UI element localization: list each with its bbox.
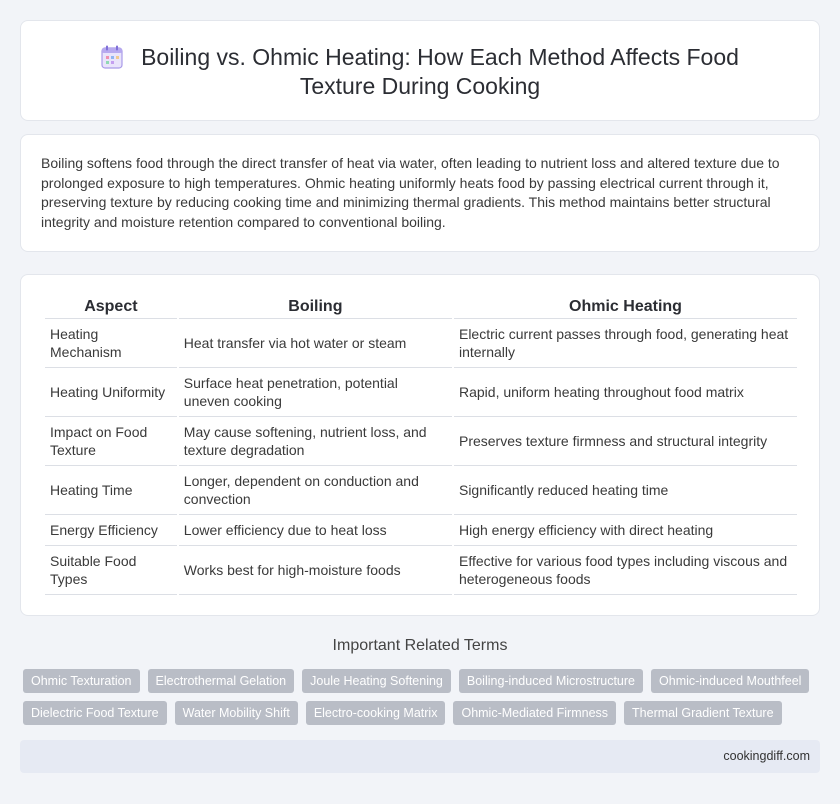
cell-boiling: Longer, dependent on conduction and convection xyxy=(179,466,452,515)
tag-joule-heating-softening[interactable]: Joule Heating Softening xyxy=(302,669,451,693)
tag-ohmic-induced-mouthfeel[interactable]: Ohmic-induced Mouthfeel xyxy=(651,669,809,693)
cell-ohmic: Significantly reduced heating time xyxy=(454,466,797,515)
header-aspect: Aspect xyxy=(45,295,177,319)
cell-aspect: Suitable Food Types xyxy=(45,546,177,595)
calendar-icon xyxy=(101,45,123,69)
related-terms-title: Important Related Terms xyxy=(332,637,508,654)
related-terms xyxy=(23,669,803,733)
table-row xyxy=(45,515,797,546)
table-row xyxy=(45,466,797,515)
table-header-row xyxy=(45,295,797,319)
cell-boiling: Lower efficiency due to heat loss xyxy=(179,515,452,546)
cell-ohmic: Effective for various food types including viscous and heterogeneous foods xyxy=(454,546,797,595)
cell-aspect: Heating Uniformity xyxy=(45,368,177,417)
cell-ohmic: Rapid, uniform heating throughout food matrix xyxy=(454,368,797,417)
tag-thermal-gradient-texture[interactable]: Thermal Gradient Texture xyxy=(624,701,782,725)
header-ohmic: Ohmic Heating xyxy=(454,295,797,319)
cell-ohmic: Preserves texture firmness and structural integrity xyxy=(454,417,797,466)
tag-ohmic-texturation[interactable]: Ohmic Texturation xyxy=(23,669,140,693)
cell-boiling: Surface heat penetration, potential uneven cooking xyxy=(179,368,452,417)
cell-aspect: Energy Efficiency xyxy=(45,515,177,546)
table-row xyxy=(45,319,797,368)
page-title-text: Boiling vs. Ohmic Heating: How Each Method Affects Food Texture During Cooking xyxy=(141,44,739,99)
intro-card xyxy=(20,134,820,252)
cell-ohmic: Electric current passes through food, generating heat internally xyxy=(454,319,797,368)
tag-electro-cooking-matrix[interactable]: Electro-cooking Matrix xyxy=(306,701,446,725)
header-boiling: Boiling xyxy=(179,295,452,319)
tag-row xyxy=(23,669,803,693)
tag-ohmic-mediated-firmness[interactable]: Ohmic-Mediated Firmness xyxy=(453,701,616,725)
comparison-card xyxy=(20,274,820,616)
table-row xyxy=(45,546,797,595)
tag-electrothermal-gelation[interactable]: Electrothermal Gelation xyxy=(148,669,295,693)
table-row xyxy=(45,417,797,466)
footer xyxy=(20,740,820,773)
intro-paragraph: Boiling softens food through the direct transfer of heat via water, often leading to nutrient loss and altered texture due to prolonged exposure to high temperatures. Ohmic heating uniformly heats food by passing electrical current through it, preserving texture by reducing cooking time and minimizing thermal gradients. This method maintains better structural integrity and moisture retention compared to conventional boiling. xyxy=(41,155,780,230)
tag-boiling-induced-microstructure[interactable]: Boiling-induced Microstructure xyxy=(459,669,643,693)
cell-aspect: Impact on Food Texture xyxy=(45,417,177,466)
cell-aspect: Heating Mechanism xyxy=(45,319,177,368)
footer-site-link[interactable]: cookingdiff.com xyxy=(723,749,810,763)
cell-ohmic: High energy efficiency with direct heating xyxy=(454,515,797,546)
tag-water-mobility-shift[interactable]: Water Mobility Shift xyxy=(175,701,298,725)
title-card xyxy=(20,20,820,121)
page-title xyxy=(21,43,819,101)
cell-aspect: Heating Time xyxy=(45,466,177,515)
tag-dielectric-food-texture[interactable]: Dielectric Food Texture xyxy=(23,701,167,725)
comparison-table xyxy=(43,295,799,595)
cell-boiling: Heat transfer via hot water or steam xyxy=(179,319,452,368)
tag-row xyxy=(23,701,803,725)
cell-boiling: Works best for high-moisture foods xyxy=(179,546,452,595)
table-row xyxy=(45,368,797,417)
cell-boiling: May cause softening, nutrient loss, and texture degradation xyxy=(179,417,452,466)
